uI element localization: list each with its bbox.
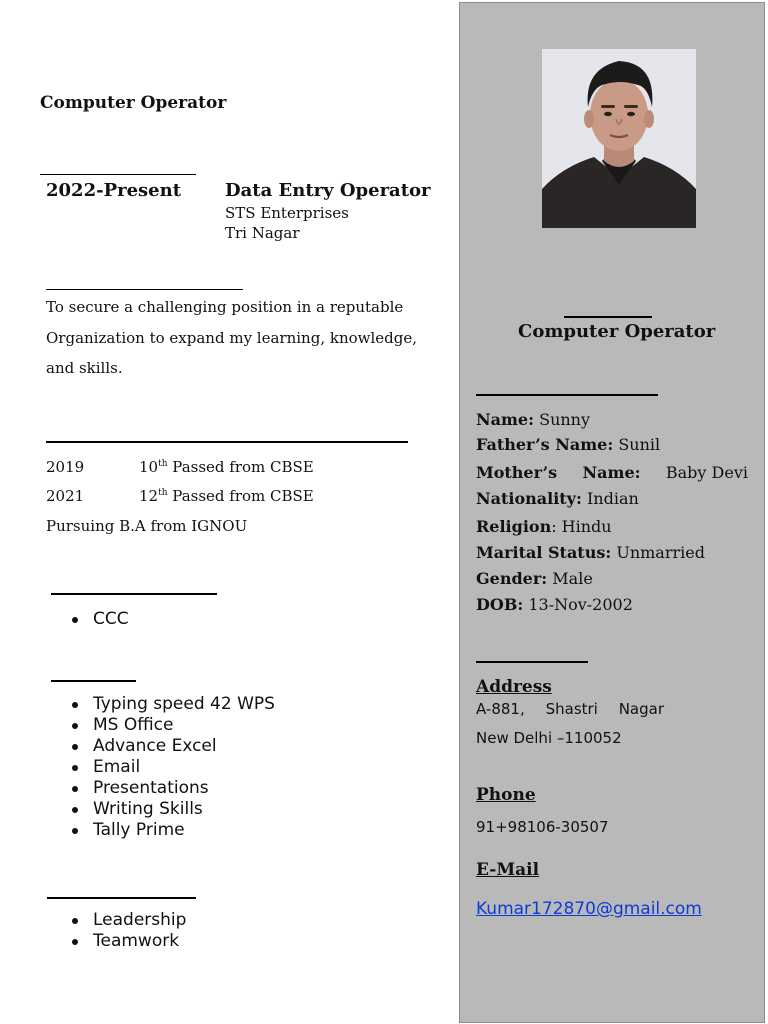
list-item: Writing Skills xyxy=(47,799,275,820)
education-entry-1: 10th Passed from CBSE xyxy=(139,458,314,476)
strengths-rule xyxy=(47,897,196,899)
skills-list xyxy=(47,694,275,841)
email-heading: E-Mail xyxy=(476,860,540,880)
contact-section-rule xyxy=(476,661,588,663)
sidebar-title: Computer Operator xyxy=(518,321,716,342)
marital-status-row: Marital Status: Unmarried xyxy=(476,543,705,562)
phone-heading: Phone xyxy=(476,785,536,805)
list-item: Teamwork xyxy=(47,931,186,952)
address-line-1: A-881, Shastri Nagar xyxy=(476,700,664,718)
experience-role: Data Entry Operator xyxy=(225,180,431,201)
email-link[interactable]: Kumar172870@gmail.com xyxy=(476,899,702,919)
education-rule xyxy=(46,441,408,443)
list-item: Leadership xyxy=(47,910,186,931)
experience-period: 2022-Present xyxy=(46,180,182,201)
education-pursuing: Pursuing B.A from IGNOU xyxy=(46,517,248,535)
objective-rule xyxy=(46,289,243,290)
list-item: Email xyxy=(47,757,275,778)
experience-location: Tri Nagar xyxy=(225,224,300,242)
list-item: Advance Excel xyxy=(47,736,275,757)
nationality-row: Nationality: Indian xyxy=(476,489,639,508)
address-line-2: New Delhi –110052 xyxy=(476,729,622,747)
experience-company: STS Enterprises xyxy=(225,204,349,222)
profile-photo-image xyxy=(542,49,696,228)
sidebar-title-rule xyxy=(564,316,652,318)
certification-list xyxy=(47,609,129,630)
dob-row: DOB: 13-Nov-2002 xyxy=(476,595,633,614)
list-item: CCC xyxy=(47,609,129,630)
certification-rule xyxy=(51,593,217,595)
objective-text: To secure a challenging position in a reputable Organization to expand my learning, knowledge, and skills. xyxy=(46,298,417,377)
list-item: Presentations xyxy=(47,778,275,799)
profile-photo xyxy=(542,49,696,228)
page-title: Computer Operator xyxy=(40,93,227,113)
list-item: MS Office xyxy=(47,715,275,736)
address-heading: Address xyxy=(476,677,552,697)
experience-rule xyxy=(40,174,196,175)
education-entry-2: 12th Passed from CBSE xyxy=(139,487,314,505)
education-year-2: 2021 xyxy=(46,487,85,505)
phone-number: 91+98106-30507 xyxy=(476,818,609,836)
list-item: Typing speed 42 WPS xyxy=(47,694,275,715)
skills-rule xyxy=(51,680,136,682)
strengths-list xyxy=(47,910,186,952)
education-year-1: 2019 xyxy=(46,458,85,476)
list-item: Tally Prime xyxy=(47,820,275,841)
name-row: Name: Sunny xyxy=(476,410,591,429)
religion-row: Religion: Hindu xyxy=(476,517,612,536)
personal-section-rule xyxy=(476,394,658,396)
gender-row: Gender: Male xyxy=(476,569,593,588)
mother-name-row: Mother’s Name: Baby Devi xyxy=(476,463,748,482)
father-name-row: Father’s Name: Sunil xyxy=(476,435,661,454)
